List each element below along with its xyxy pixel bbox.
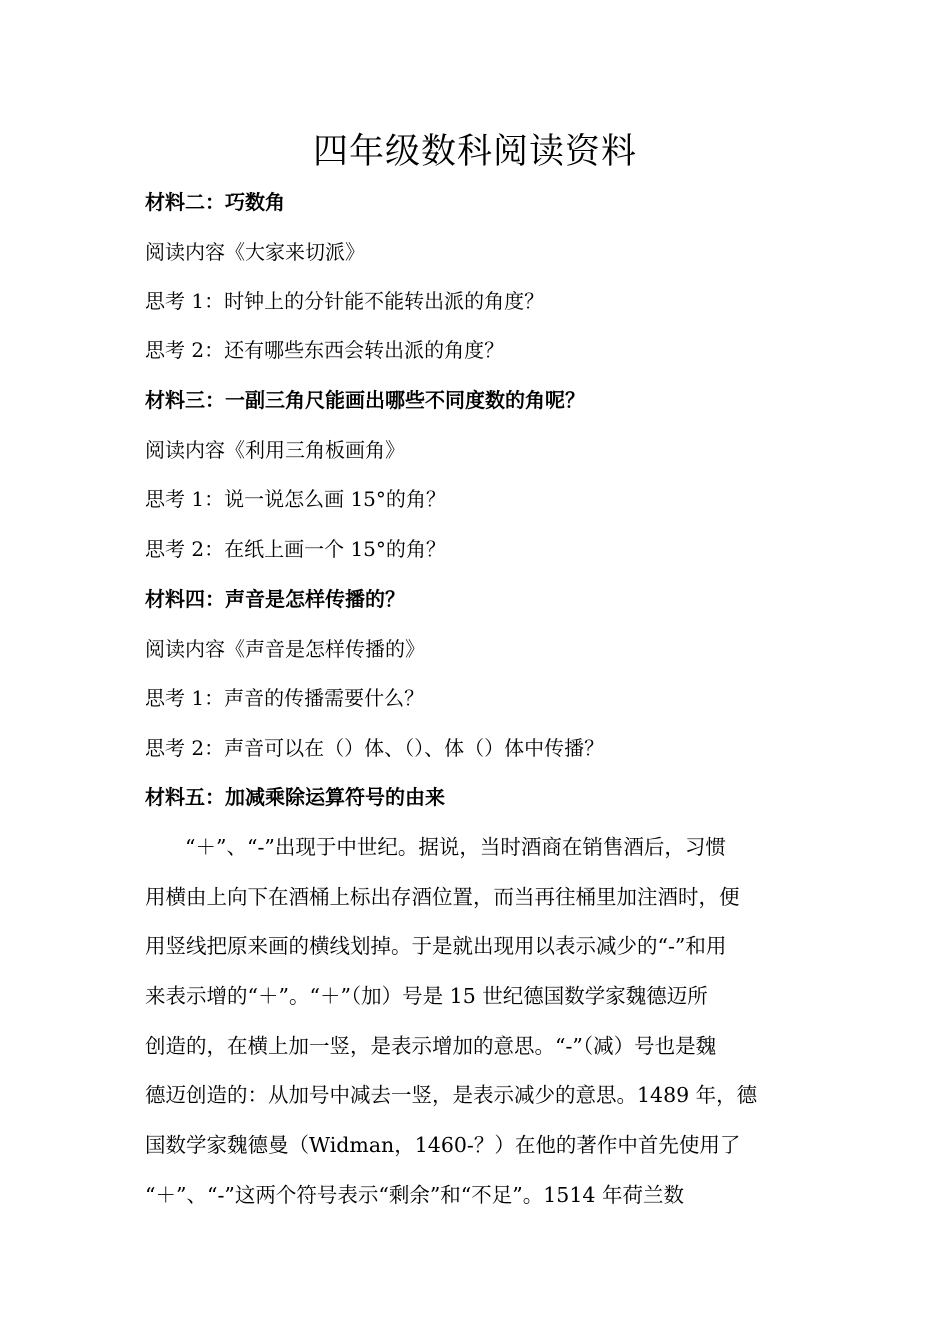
reading-content-material-2: 阅读内容《大家来切派》 <box>145 240 365 264</box>
paragraph-line: 创造的，在横上加一竖，是表示增加的意思。“-”（减）号也是魏 <box>145 1034 717 1058</box>
think-question-2-material-2: 思考 2：还有哪些东西会转出派的角度？ <box>145 338 505 362</box>
paragraph-line: 用竖线把原来画的横线划掉。于是就出现用以表示减少的“-”和用 <box>145 934 727 958</box>
think-question-1-material-3: 思考 1：说一说怎么画 15°的角？ <box>145 487 446 511</box>
paragraph-line: 来表示增的“＋”。“＋”（加）号是 15 世纪德国数学家魏德迈所 <box>145 984 708 1008</box>
reading-content-material-4: 阅读内容《声音是怎样传播的》 <box>145 637 425 661</box>
paragraph-line: 国数学家魏德曼（Widman，1460-？）在他的著作中首先使用了 <box>145 1133 741 1157</box>
section-heading-material-5: 材料五：加减乘除运算符号的由来 <box>145 785 445 809</box>
paragraph-line: 德迈创造的：从加号中减去一竖，是表示减少的意思。1489 年，德 <box>145 1083 758 1107</box>
think-question-2-material-4: 思考 2：声音可以在（）体、（）、体（）体中传播？ <box>145 736 605 760</box>
section-heading-material-2: 材料二：巧数角 <box>145 190 285 214</box>
document-title: 四年级数科阅读资料 <box>312 132 637 172</box>
paragraph-line: 用横由上向下在酒桶上标出存酒位置，而当再往桶里加注酒时，便 <box>145 885 740 909</box>
think-question-1-material-4: 思考 1：声音的传播需要什么？ <box>145 686 425 710</box>
paragraph-line: “＋”、“-”这两个符号表示“剩余”和“不足”。1514 年荷兰数 <box>145 1183 684 1207</box>
section-heading-material-3: 材料三：一副三角尺能画出哪些不同度数的角呢？ <box>145 388 585 412</box>
think-question-1-material-2: 思考 1：时钟上的分针能不能转出派的角度？ <box>145 289 545 313</box>
think-question-2-material-3: 思考 2：在纸上画一个 15°的角？ <box>145 537 446 561</box>
section-heading-material-4: 材料四：声音是怎样传播的？ <box>145 587 405 611</box>
reading-content-material-3: 阅读内容《利用三角板画角》 <box>145 438 405 462</box>
paragraph-line: “＋”、“-”出现于中世纪。据说，当时酒商在销售酒后，习惯 <box>185 835 726 859</box>
